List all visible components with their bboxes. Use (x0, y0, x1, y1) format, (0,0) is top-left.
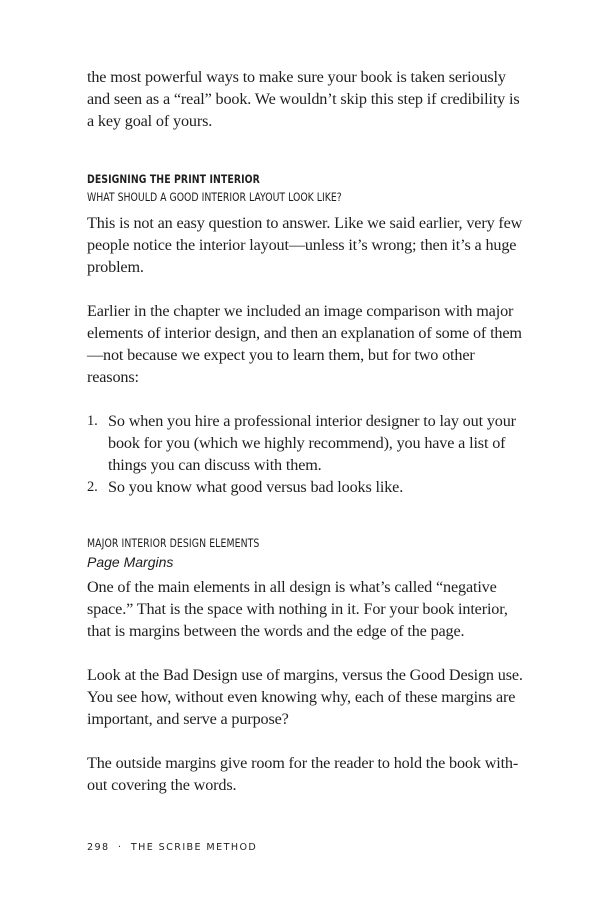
list-item-text: So when you hire a professional interior designer to lay out your book for you (which we highly recommend), you have a list of things you can discuss with them. (108, 412, 516, 474)
list-item-number: 2. (87, 479, 98, 495)
list-item (87, 410, 527, 476)
footer-separator: · (117, 842, 123, 853)
body-paragraph: This is not an easy question to answer. Like we said earlier, very few people notice the interior layout—unless it’s wrong; then it’s a huge problem. (87, 214, 523, 276)
body-paragraph: One of the main elements in all design is what’s called “negative space.” That is the space with nothing in it. For your book interior, that is margins between the words and the edge of the page. (87, 578, 508, 640)
book-title: THE SCRIBE METHOD (130, 842, 258, 853)
section-heading-major-elements: MAJOR INTERIOR DESIGN ELEMENTS (87, 536, 260, 550)
page-body (87, 66, 527, 796)
page-footer (87, 842, 257, 853)
list-item (87, 476, 527, 498)
section-subheading-layout: WHAT SHOULD A GOOD INTERIOR LAYOUT LOOK LIKE? (87, 190, 342, 204)
list-item-number: 1. (87, 413, 98, 429)
body-paragraph: Look at the Bad Design use of margins, versus the Good Design use. You see how, without even knowing why, each of these margins are important, and serve a purpose? (87, 666, 523, 728)
body-paragraph: The outside margins give room for the reader to hold the book with-out covering the words. (87, 754, 519, 794)
list-item-text: So you know what good versus bad looks like. (108, 478, 404, 496)
intro-paragraph: the most powerful ways to make sure your book is taken seriously and seen as a “real” book. We wouldn’t skip this step if credibility is a key goal of yours. (87, 68, 520, 130)
page-number: 298 (87, 842, 110, 853)
body-paragraph: Earlier in the chapter we included an image comparison with major elements of interior design, and then an explanation of some of them—not because we expect you to learn them, but for two other reasons: (87, 302, 522, 386)
reasons-list (87, 410, 527, 498)
section-heading-print-interior: DESIGNING THE PRINT INTERIOR (87, 172, 260, 186)
subsection-heading-page-margins: Page Margins (87, 554, 174, 570)
